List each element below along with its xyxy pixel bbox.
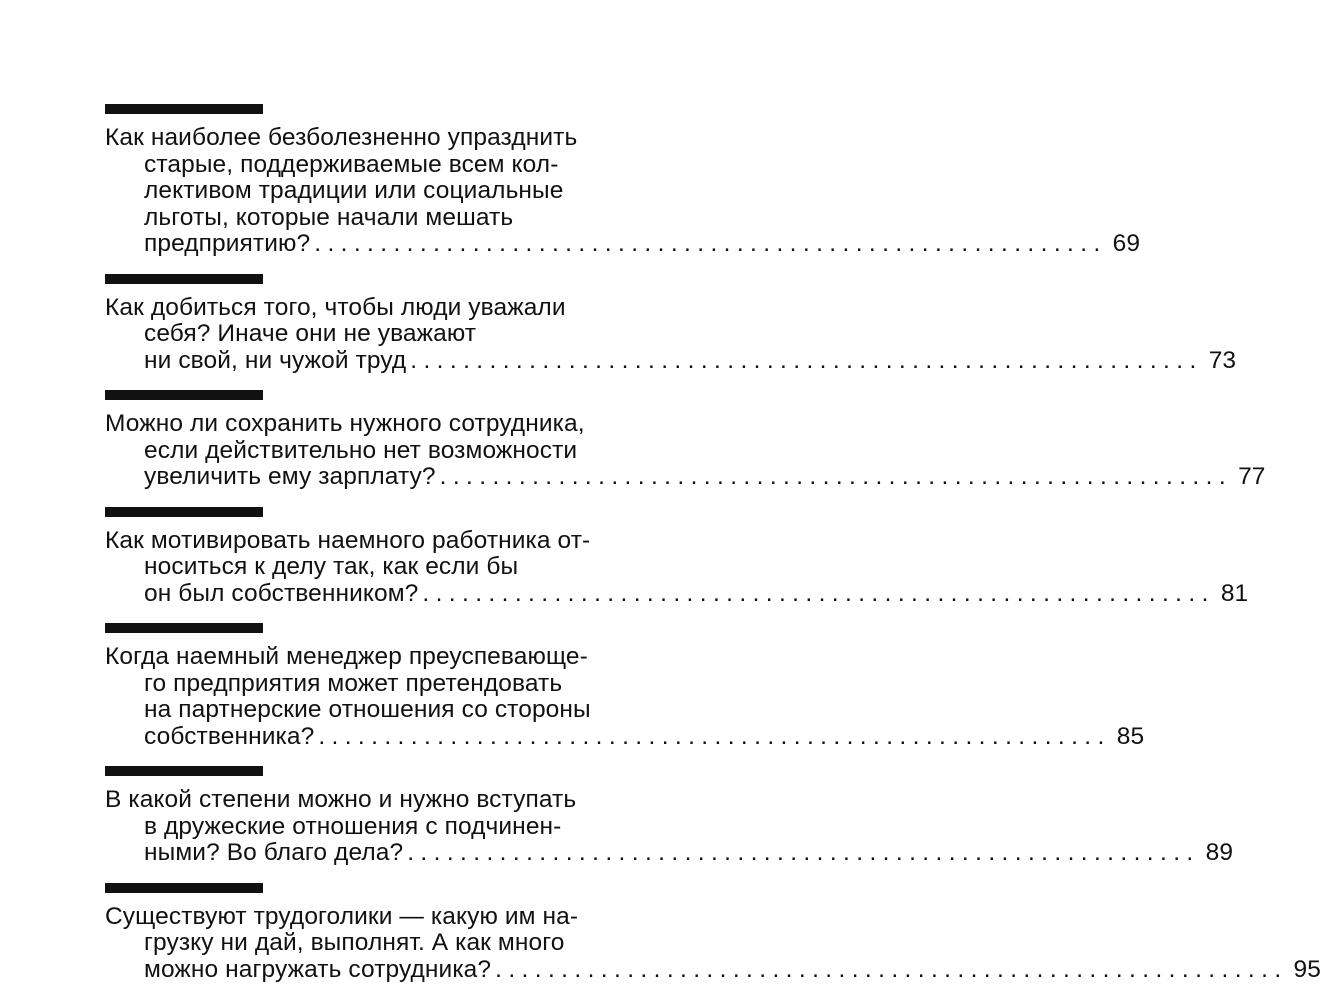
leader-dots: ............................................................ <box>318 722 1111 750</box>
entry-last-line <box>105 346 1237 375</box>
page-number: 85 <box>1116 722 1145 750</box>
page-number: 89 <box>1205 839 1234 866</box>
page-number: 73 <box>1208 346 1237 374</box>
entry-title-line: предприятию? <box>144 230 311 257</box>
section-rule <box>105 390 263 400</box>
entry-title-line: на партнерские отношения со стороны <box>144 696 591 723</box>
entry-title-line: собственника? <box>144 722 315 750</box>
page-number: 69 <box>1112 230 1141 257</box>
page-number: 77 <box>1238 463 1266 490</box>
entry-title-line: го предприятия может претендовать <box>144 669 563 697</box>
toc-entry[interactable] <box>105 883 1321 984</box>
section-rule <box>105 623 263 633</box>
leader-dots: ............................................................ <box>495 955 1288 983</box>
page-number: 95 <box>1293 955 1321 983</box>
section-rule <box>105 274 263 284</box>
entry-title-line: грузку ни дай, выполнят. А как много <box>144 929 565 956</box>
entry-last-line <box>105 579 1249 608</box>
entry-title-line: ни свой, ни чужой труд <box>144 346 407 374</box>
toc-entry[interactable] <box>105 766 1234 867</box>
entry-last-line <box>105 839 1234 867</box>
entry-title-line: Как добиться того, чтобы люди уважали <box>105 293 566 321</box>
entry-title-line: себя? Иначе они не уважают <box>144 320 477 347</box>
entry-title-line: Существуют трудоголики — какую им на- <box>105 902 579 930</box>
toc-entry[interactable] <box>105 274 1237 375</box>
entry-title-line: льготы, которые начали мешать <box>144 203 514 231</box>
entry-title-line: увеличить ему зарплату? <box>144 463 436 490</box>
leader-dots: ............................................................ <box>407 839 1200 866</box>
leader-dots: ............................................................ <box>439 463 1233 490</box>
entry-title-line: в дружеские отношения с подчинен- <box>144 812 562 840</box>
entry-last-line <box>105 230 1141 258</box>
leader-dots: ............................................................ <box>314 230 1107 257</box>
table-of-contents <box>105 104 1321 999</box>
entry-title-line: лективом традиции или социальные <box>144 177 564 204</box>
page-number: 81 <box>1220 579 1249 607</box>
entry-title-line: Когда наемный менеджер преуспевающе- <box>105 643 588 670</box>
entry-title-line: носиться к делу так, как если бы <box>144 553 519 580</box>
section-rule <box>105 766 263 776</box>
leader-dots: ............................................................ <box>422 579 1215 607</box>
section-rule <box>105 507 263 517</box>
entry-last-line <box>105 722 1145 751</box>
toc-entry[interactable] <box>105 623 1145 750</box>
section-rule <box>105 104 263 114</box>
entry-title-line: Можно ли сохранить нужного сотрудника, <box>105 410 585 437</box>
leader-dots: ............................................................ <box>410 346 1203 374</box>
entry-title-line: Как мотивировать наемного работника от- <box>105 526 591 554</box>
entry-title-line: можно нагружать сотрудника? <box>144 955 492 983</box>
entry-title-line: он был собственником? <box>144 579 419 607</box>
section-rule <box>105 883 263 893</box>
entry-title-line: В какой степени можно и нужно вступать <box>105 786 577 813</box>
entry-title-line: если действительно нет возможности <box>144 436 578 464</box>
toc-entry[interactable] <box>105 104 1141 258</box>
toc-entry[interactable] <box>105 507 1249 608</box>
entry-last-line <box>105 955 1321 984</box>
entry-last-line <box>105 463 1266 491</box>
entry-title-line: старые, поддерживаемые всем кол- <box>144 150 559 178</box>
toc-entry[interactable] <box>105 390 1266 491</box>
entry-title-line: Как наиболее безболезненно упразднить <box>105 124 578 151</box>
entry-title-line: ными? Во благо дела? <box>144 839 404 866</box>
